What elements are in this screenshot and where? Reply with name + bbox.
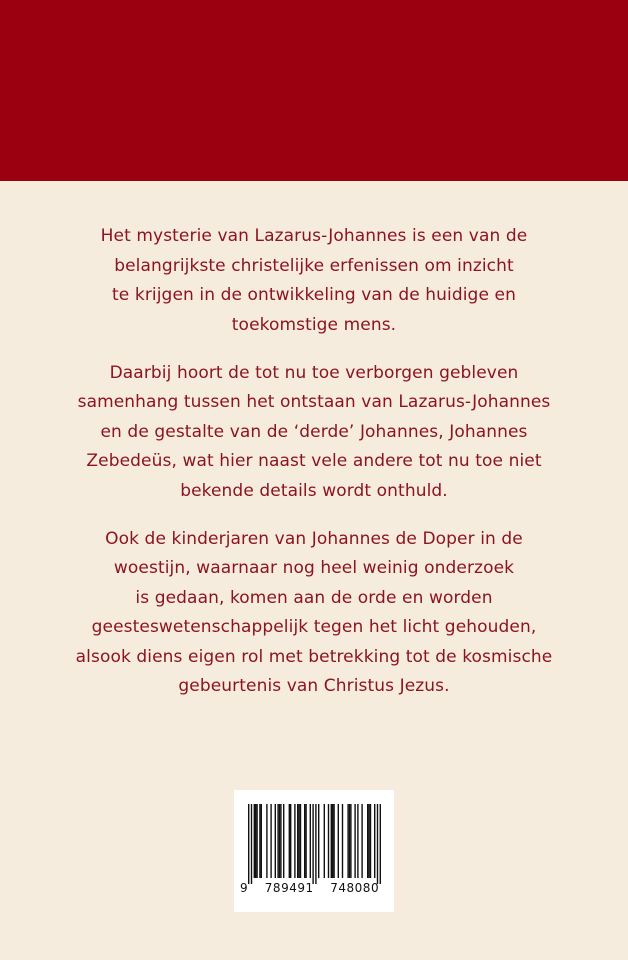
blurb-line: belangrijkste christelijke erfenissen om inzicht [114, 255, 514, 276]
barcode-bar [332, 804, 333, 878]
barcode-bar [266, 804, 267, 878]
barcode-left-group: 789491 [264, 881, 314, 895]
barcode-bar [279, 804, 280, 878]
barcode-bar [289, 804, 290, 878]
barcode-bar [338, 804, 339, 878]
barcode-bar [255, 804, 256, 878]
barcode-bar [312, 804, 313, 884]
barcode-bar [294, 804, 295, 878]
barcode-bar [297, 804, 298, 878]
isbn-barcode [234, 790, 394, 912]
barcode-bar [350, 804, 351, 878]
blurb-line: Het mysterie van Lazarus-Johannes is een van de [100, 226, 528, 246]
blurb-paragraph-3 [40, 525, 588, 702]
barcode-bar [254, 804, 255, 878]
barcode-bar [277, 804, 278, 878]
barcode-bar [300, 804, 301, 878]
barcode-bar [305, 804, 306, 878]
blurb-line: alsook diens eigen rol met betrekking tot de kosmische [75, 646, 553, 667]
barcode-bar [298, 804, 299, 878]
barcode-number [240, 881, 388, 895]
blurb-line: en de gestalte van de ‘derde’ Johannes, Johannes [100, 421, 528, 442]
blurb-line: Ook de kinderjaren van Johannes de Doper in de [105, 528, 523, 549]
barcode-bar [331, 804, 332, 878]
blurb-line: geesteswetenschappelijk tegen het licht gehouden, [91, 617, 537, 637]
barcode-bar [310, 804, 311, 878]
back-cover-blurb [40, 222, 588, 720]
barcode-bar [315, 804, 316, 884]
barcode-bar [377, 804, 378, 884]
barcode-right-group: 748080 [330, 881, 380, 895]
barcode-bar [318, 804, 319, 878]
barcode-bar [280, 804, 281, 878]
barcode-bar [270, 804, 271, 878]
barcode-bar [290, 804, 291, 878]
blurb-line: samenhang tussen het ontstaan van Lazarus-Johannes [77, 392, 551, 412]
blurb-line: is gedaan, komen aan de orde en worden [135, 587, 493, 608]
barcode-bar [361, 804, 362, 878]
barcode-bar [324, 804, 325, 878]
blurb-paragraph-2 [40, 359, 588, 507]
barcode-bar [304, 804, 305, 878]
top-color-band [0, 0, 628, 181]
blurb-line: Daarbij hoort de tot nu toe verborgen gebleven [109, 362, 519, 383]
barcode-bar [251, 804, 252, 884]
barcode-bar [357, 804, 358, 878]
barcode-bar [368, 804, 369, 878]
barcode-bar [283, 804, 284, 878]
barcode-first-digit: 9 [240, 881, 249, 895]
blurb-line: gebeurtenis van Christus Jezus. [178, 676, 450, 696]
barcode-bar [380, 804, 381, 884]
barcode-bar [354, 804, 355, 878]
barcode-bar [347, 804, 348, 878]
blurb-line: woestijn, waarnaar nog heel weinig onderzoek [113, 558, 515, 578]
blurb-line: Zebedeüs, wat hier naast vele andere tot nu toe niet [86, 451, 542, 471]
barcode-bar [256, 804, 257, 878]
barcode-bar [328, 804, 329, 878]
barcode-bar [261, 804, 262, 878]
blurb-paragraph-1 [40, 222, 588, 340]
barcode-bar [349, 804, 350, 878]
blurb-line: bekende details wordt onthuld. [180, 480, 448, 501]
barcode-bar [333, 804, 334, 878]
blurb-line: toekomstige mens. [231, 314, 397, 335]
barcode-bar [248, 804, 249, 884]
barcode-bar [275, 804, 276, 878]
blurb-line: te krijgen in de ontwikkeling van de huidige en [112, 285, 516, 305]
barcode-bar [367, 804, 368, 878]
barcode-bar [370, 804, 371, 878]
barcode-bar [374, 804, 375, 878]
barcode-bar [342, 804, 343, 878]
barcode-bar [259, 804, 260, 878]
